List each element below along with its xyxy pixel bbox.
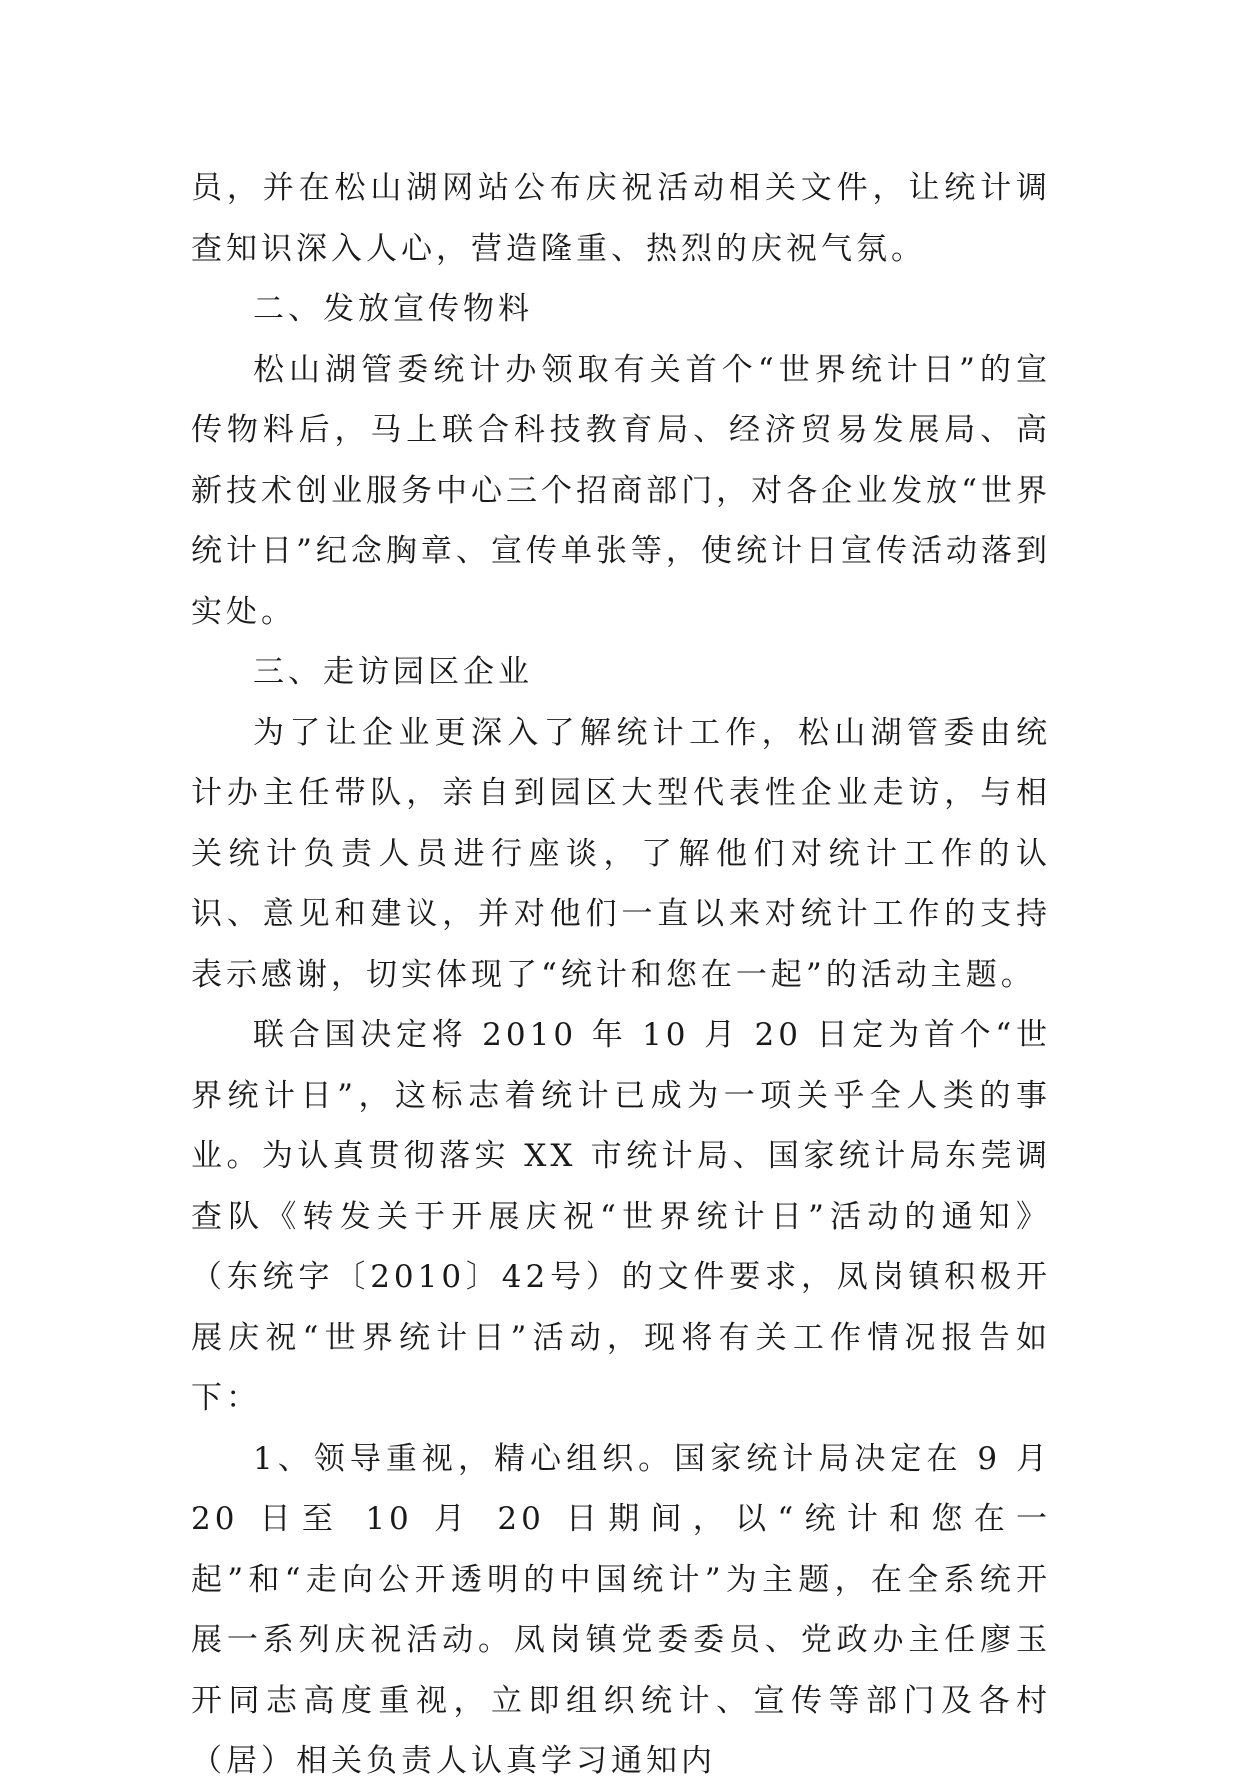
paragraph-leadership: 1、领导重视，精心组织。国家统计局决定在 9 月 20 日至 10 月 20 日期间，以“统计和您在一起”和“走向公开透明的中国统计”为主题，在全系统开展一系列庆祝活动。凤岗镇党委委员、党政办主任廖玉开同志高度重视，立即组织统计、宣传等部门及各村（居）相关负责人认真学习通知内 <box>191 1440 1051 1779</box>
paragraph-intro: 联合国决定将 2010 年 10 月 20 日定为首个“世界统计日”，这标志着统计已成为一项关乎全人类的事业。为认真贯彻落实 XX 市统计局、国家统计局东莞调查队《转发关于开展庆祝“世界统计日”活动的通知》（东统字〔2010〕42号）的文件要求，凤岗镇积极开展庆祝“世界统计日”活动，现将有关工作情况报告如下： <box>191 1017 1051 1416</box>
section-heading-3: 三、走访园区企业 <box>253 654 533 690</box>
paragraph-materials: 松山湖管委统计办领取有关首个“世界统计日”的宣传物料后，马上联合科技教育局、经济贸易发展局、高新技术创业服务中心三个招商部门，对各企业发放“世界统计日”纪念胸章、宣传单张等，使统计日宣传活动落到实处。 <box>191 351 1051 630</box>
section-heading-2: 二、发放宣传物料 <box>253 291 533 327</box>
document-body <box>191 158 1051 1792</box>
paragraph-visits: 为了让企业更深入了解统计工作，松山湖管委由统计办主任带队，亲自到园区大型代表性企业走访，与相关统计负责人员进行座谈，了解他们对统计工作的认识、意见和建议，并对他们一直以来对统计工作的支持表示感谢，切实体现了“统计和您在一起”的活动主题。 <box>191 714 1051 993</box>
paragraph-continuation: 员，并在松山湖网站公布庆祝活动相关文件，让统计调查知识深入人心，营造隆重、热烈的庆祝气氛。 <box>191 170 1051 267</box>
